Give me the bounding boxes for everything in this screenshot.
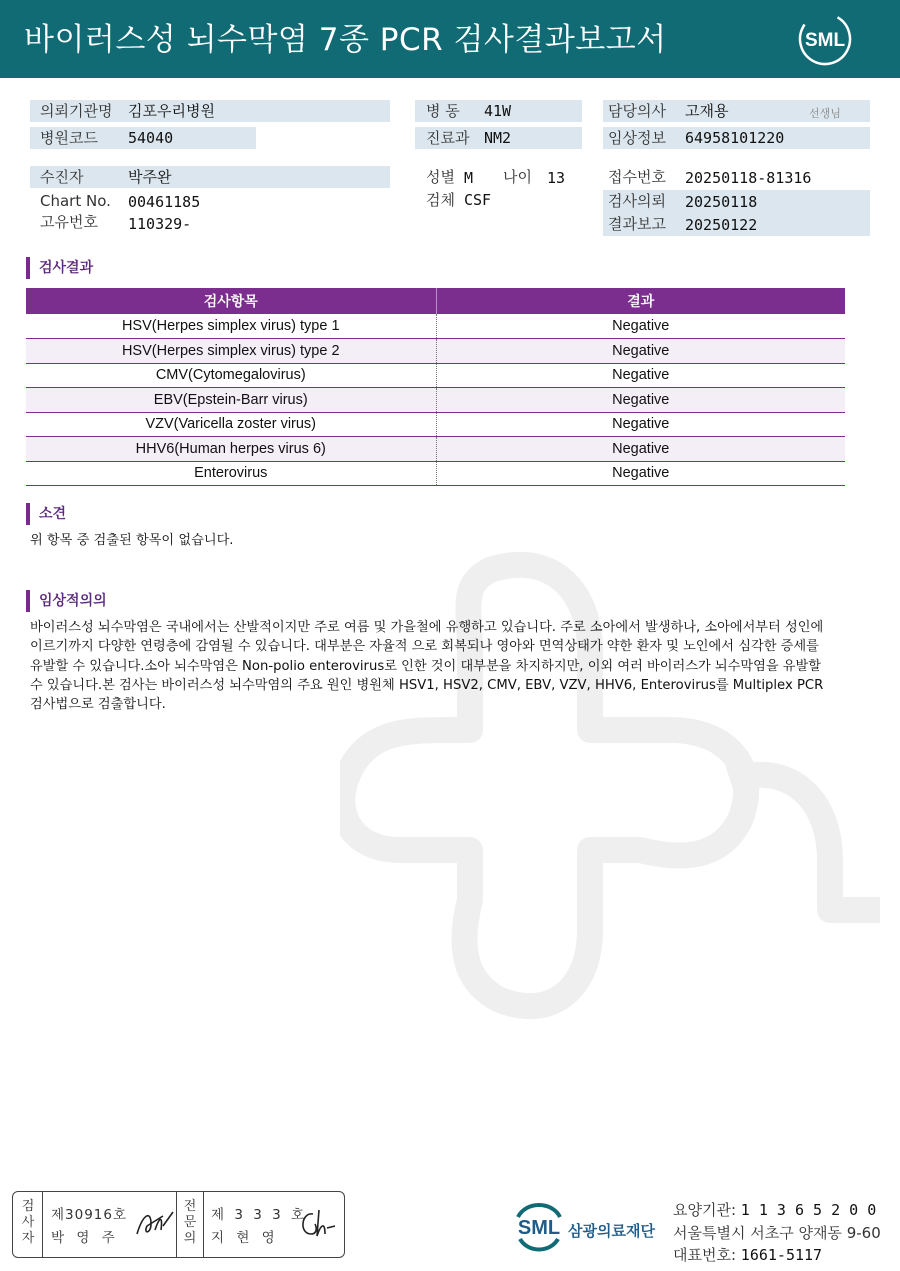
test-item: CMV(Cytomegalovirus) [26,363,436,388]
table-row [26,388,845,413]
significance-line: 검사법으로 검출합니다. [30,697,166,713]
report-title: 바이러스성 뇌수막염 7종 PCR 검사결과보고서 [24,22,667,58]
ward-label: 병 동 [426,102,460,120]
chart-label: Chart No. [40,192,111,210]
phone-label: 대표번호: [673,1246,737,1264]
significance-heading: 임상적의의 [26,590,107,612]
sex-value: M [464,169,474,187]
findings-text: 위 항목 중 검출된 항목이 없습니다. [30,533,234,548]
tester-name: 박 영 주 [51,1230,119,1246]
specialist-label: 전문의 [183,1199,197,1246]
table-row [26,412,845,437]
request-value: 20250118 [685,193,758,211]
sex-label: 성별 [426,168,455,186]
significance-line: 바이러스성 뇌수막염은 국내에서는 산발적이지만 주로 여름 및 가을철에 유행하고 있습니다. 주로 소아에서 발생하나, 소아에서부터 성인에 [30,620,824,635]
col-result-header: 결과 [436,288,845,314]
receipt-label: 접수번호 [608,168,666,186]
table-row [26,314,845,339]
dept-label: 진료과 [426,129,470,147]
specialist-license-no: 제 3 3 3 호 [211,1207,308,1223]
hospital-code-value: 54040 [128,129,174,147]
patient-label: 수진자 [40,168,84,186]
patient-value: 박주완 [128,168,172,186]
specialist-signature-icon [295,1204,339,1244]
svg-text:SML: SML [517,1217,561,1239]
patient-box [30,166,390,188]
table-row [26,339,845,364]
receipt-value: 20250118-81316 [685,169,812,187]
test-result: Negative [436,363,845,388]
institution-value: 김포우리병원 [128,102,215,120]
test-item: VZV(Varicella zoster virus) [26,412,436,437]
unique-label: 고유번호 [40,213,98,231]
signature-box [12,1191,345,1258]
test-result: Negative [436,412,845,437]
report-value: 20250122 [685,216,758,234]
institution-code-label: 요양기관: [673,1201,737,1219]
unique-value: 110329- [128,215,192,233]
doctor-suffix: 선생님 [809,107,841,120]
test-item: HHV6(Human herpes virus 6) [26,437,436,462]
phone-number: 1661-5117 [740,1246,823,1264]
table-row [26,461,845,486]
table-header-row [26,288,845,314]
ward-value: 41W [484,102,512,120]
report-header [0,0,900,78]
test-result: Negative [436,339,845,364]
institution-label: 의뢰기관명 [40,102,113,120]
table-row [26,437,845,462]
significance-text [30,618,860,714]
cross-watermark-icon [340,530,900,1050]
age-label: 나이 [503,168,532,186]
test-item: HSV(Herpes simplex virus) type 2 [26,339,436,364]
svg-text:SML: SML [804,30,846,51]
test-item: HSV(Herpes simplex virus) type 1 [26,314,436,339]
doctor-label: 담당의사 [608,102,666,120]
specimen-value: CSF [464,191,492,209]
significance-line: 유발할 수 있습니다.소아 뇌수막염은 Non-polio enterovirus로 인한 것이 대부분을 차지하지만, 이외 여러 바이러스가 뇌수막염을 유발할 [30,658,822,674]
test-result: Negative [436,437,845,462]
request-label: 검사의뢰 [608,192,666,210]
tester-signature-icon [133,1204,177,1244]
institution-code: 1 1 3 6 5 2 0 0 [740,1201,877,1219]
test-item: Enterovirus [26,461,436,486]
findings-heading: 소견 [26,503,66,525]
test-result: Negative [436,388,845,413]
age-value: 13 [547,169,566,187]
results-table [26,288,845,486]
significance-line: 수 있습니다.본 검사는 바이러스성 뇌수막염의 주요 원인 병원체 HSV1, HSV2, CMV, EBV, VZV, HHV6, Enterovirus를 Multiplex PCR [30,677,824,693]
col-item-header: 검사항목 [26,288,436,314]
doctor-value: 고재용 [685,102,729,120]
specimen-label: 검체 [426,191,455,209]
hospital-code-label: 병원코드 [40,129,98,147]
clinical-value: 64958101220 [685,129,785,147]
specialist-name: 지 현 영 [211,1230,279,1246]
table-row [26,363,845,388]
test-result: Negative [436,314,845,339]
chart-value: 00461185 [128,193,201,211]
test-result: Negative [436,461,845,486]
sml-logo-icon [798,12,852,66]
tester-label: 검사자 [21,1199,35,1246]
brand-name: 삼광의료재단 [568,1222,655,1240]
address: 서울특별시 서초구 양재동 9-60 [673,1224,881,1242]
report-label: 결과보고 [608,215,666,233]
dept-value: NM2 [484,129,512,147]
significance-line: 이르기까지 다양한 연령층에 감염될 수 있습니다. 대부분은 자율적 으로 회복되나 영아와 면역상태가 약한 환자 및 노인에서 심각한 증세를 [30,639,819,655]
phone-line [673,1244,822,1265]
clinical-label: 임상정보 [608,129,666,147]
results-heading: 검사결과 [26,257,93,279]
sml-brand-logo-icon [510,1199,568,1255]
test-item: EBV(Epstein-Barr virus) [26,388,436,413]
tester-license-no: 제30916호 [51,1207,128,1223]
institution-code-line [673,1199,876,1220]
